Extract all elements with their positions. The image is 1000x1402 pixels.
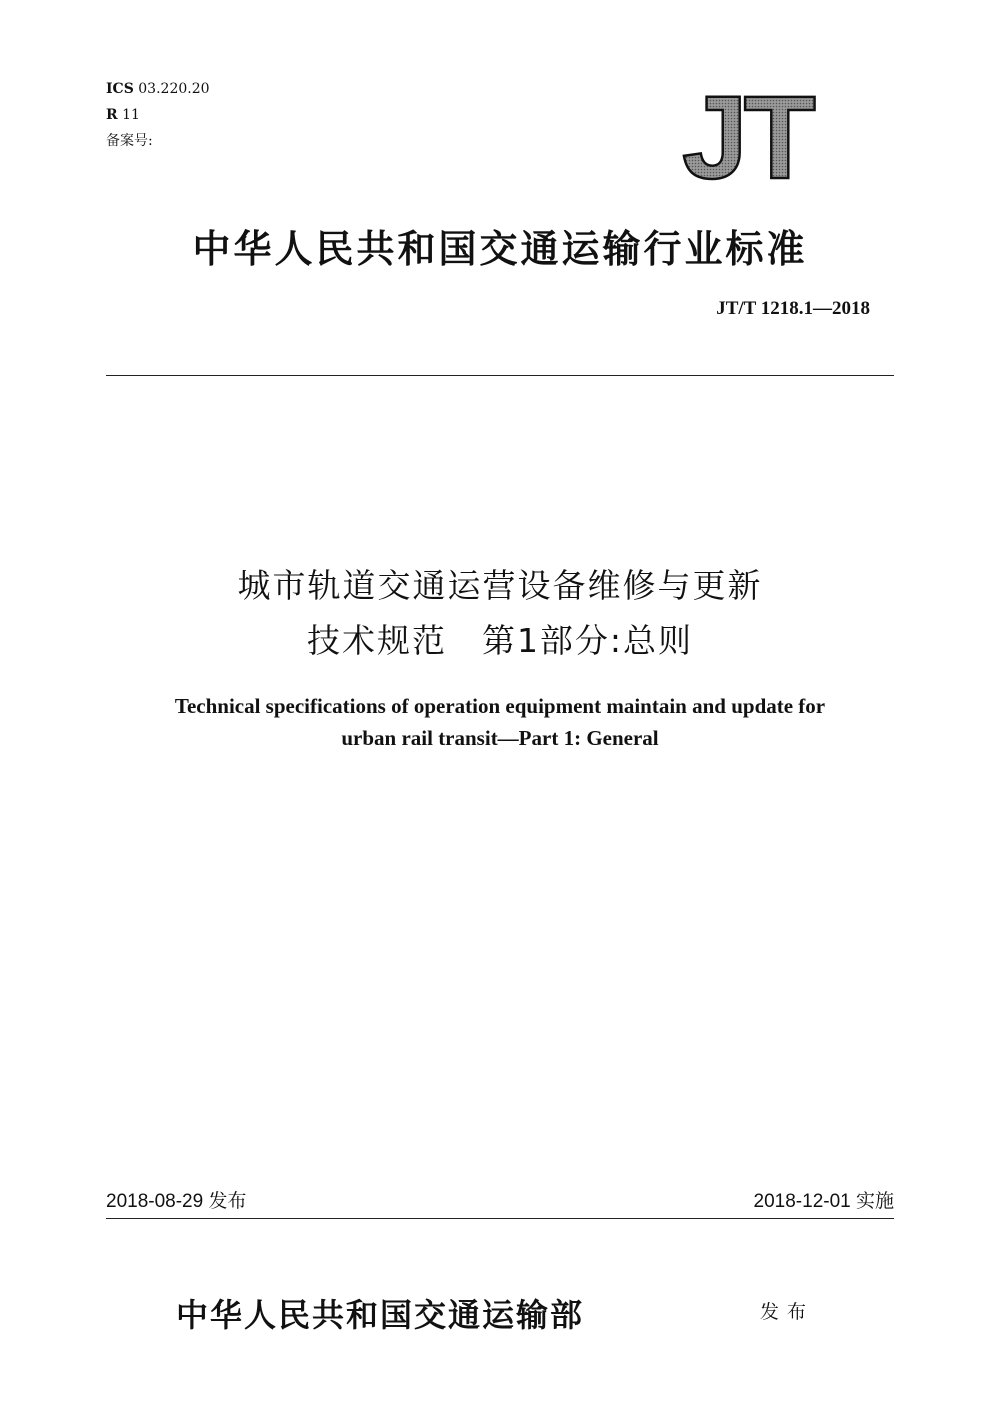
title-cn-line2: 技术规范 第1部分:总则 [306,621,694,660]
standard-code: JT/T 1218.1—2018 [716,298,870,319]
ics-value: 03.220.20 [138,81,210,97]
publish-label: 发布 [760,1301,815,1323]
filing-number-label: 备案号: [106,133,153,149]
filing-number-line [106,132,153,150]
header-divider [106,375,894,376]
standard-organization: 中华人民共和国交通运输行业标准 [192,226,808,271]
title-en-line1: Technical specifications of operation equipment maintain and update for [174,694,826,718]
publisher-name: 中华人民共和国交通运输部 [176,1296,585,1334]
title-cn-line1: 城市轨道交通运营设备维修与更新 [237,566,763,605]
title-en-line2: urban rail transit—Part 1: General [341,726,659,750]
classification-line [106,106,140,124]
jt-logo [652,90,842,182]
footer-divider [106,1218,894,1219]
implementation-date: 2018-12-01 实施 [753,1191,894,1212]
release-date: 2018-08-29 发布 [106,1191,247,1212]
jt-logo-text: JT [682,90,812,182]
classification-value: 11 [122,107,140,123]
ics-label: ICS [106,81,134,97]
classification-label: R [106,107,118,123]
ics-line [106,80,210,98]
